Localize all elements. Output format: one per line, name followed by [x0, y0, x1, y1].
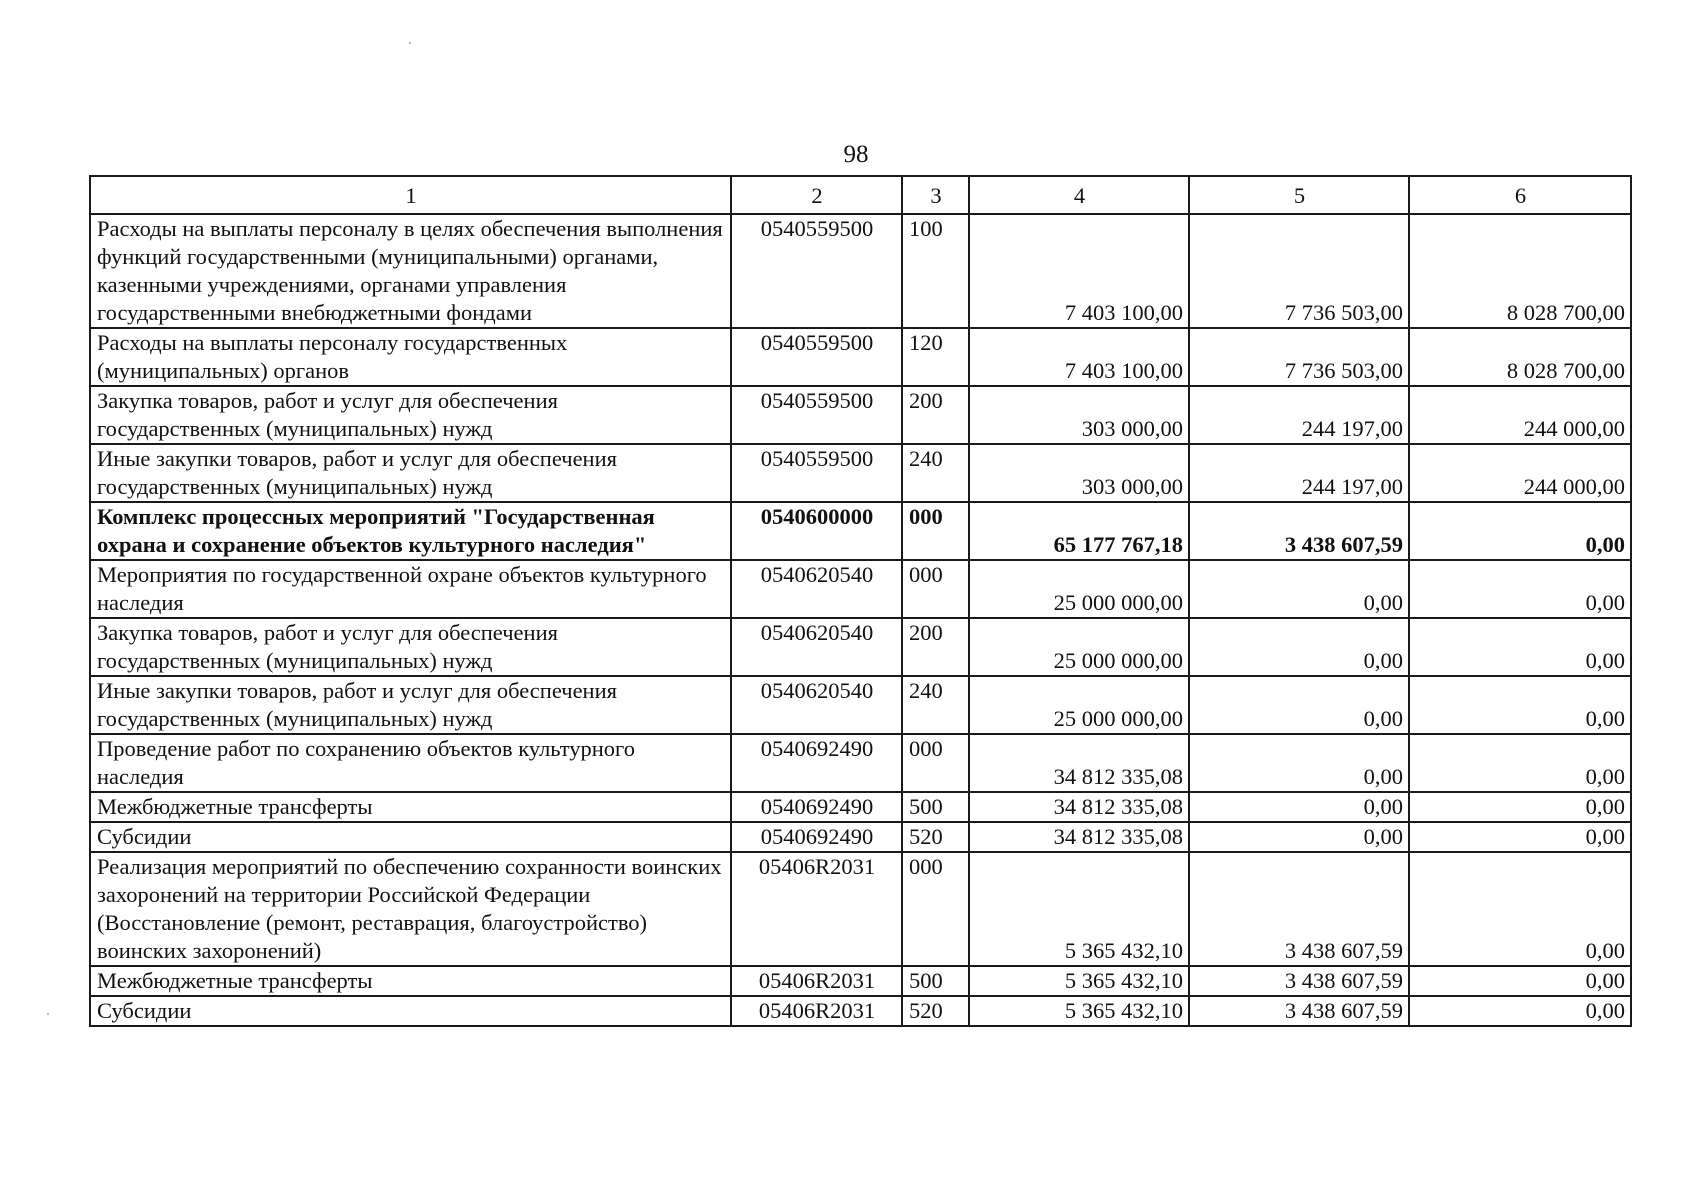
- expense-type: 200: [902, 386, 969, 444]
- amount-col4: 7 403 100,00: [969, 214, 1189, 328]
- table-row: [90, 966, 1631, 996]
- amount-col5: 0,00: [1189, 792, 1409, 822]
- amount-col4: 34 812 335,08: [969, 792, 1189, 822]
- column-header: 2: [731, 176, 902, 214]
- expense-type: 120: [902, 328, 969, 386]
- target-code: 0540692490: [731, 822, 902, 852]
- expense-type: 500: [902, 792, 969, 822]
- amount-col5: 0,00: [1189, 560, 1409, 618]
- amount-col5: 244 197,00: [1189, 444, 1409, 502]
- amount-col6: 0,00: [1409, 792, 1631, 822]
- column-header: 6: [1409, 176, 1631, 214]
- table-row: [90, 996, 1631, 1026]
- column-header: 4: [969, 176, 1189, 214]
- amount-col5: 0,00: [1189, 822, 1409, 852]
- expense-name: Межбюджетные трансферты: [90, 966, 731, 996]
- column-number-row: [90, 176, 1631, 214]
- expense-type: 000: [902, 852, 969, 966]
- amount-col6: 0,00: [1409, 676, 1631, 734]
- amount-col6: 0,00: [1409, 502, 1631, 560]
- table-row: [90, 386, 1631, 444]
- expense-name: Закупка товаров, работ и услуг для обеспечения государственных (муниципальных) нужд: [90, 386, 731, 444]
- expense-type: 520: [902, 996, 969, 1026]
- table-row: [90, 734, 1631, 792]
- amount-col4: 65 177 767,18: [969, 502, 1189, 560]
- target-code: 0540559500: [731, 386, 902, 444]
- budget-table-body: [90, 176, 1631, 1026]
- amount-col5: 7 736 503,00: [1189, 328, 1409, 386]
- expense-name: Субсидии: [90, 996, 731, 1026]
- target-code: 0540600000: [731, 502, 902, 560]
- expense-name: Проведение работ по сохранению объектов культурного наследия: [90, 734, 731, 792]
- amount-col6: 0,00: [1409, 966, 1631, 996]
- expense-type: 100: [902, 214, 969, 328]
- table-row: [90, 852, 1631, 966]
- target-code: 0540620540: [731, 618, 902, 676]
- amount-col6: 0,00: [1409, 618, 1631, 676]
- expense-name: Иные закупки товаров, работ и услуг для обеспечения государственных (муниципальных) нужд: [90, 676, 731, 734]
- amount-col4: 303 000,00: [969, 444, 1189, 502]
- expense-type: 000: [902, 502, 969, 560]
- expense-name: Межбюджетные трансферты: [90, 792, 731, 822]
- amount-col4: 34 812 335,08: [969, 822, 1189, 852]
- target-code: 05406R2031: [731, 966, 902, 996]
- scan-speck: [409, 42, 411, 44]
- amount-col4: 5 365 432,10: [969, 852, 1189, 966]
- table-row-section-total: [90, 502, 1631, 560]
- table-row: [90, 792, 1631, 822]
- target-code: 0540692490: [731, 792, 902, 822]
- expense-type: 240: [902, 676, 969, 734]
- amount-col4: 5 365 432,10: [969, 966, 1189, 996]
- amount-col4: 7 403 100,00: [969, 328, 1189, 386]
- amount-col4: 25 000 000,00: [969, 560, 1189, 618]
- amount-col5: 0,00: [1189, 618, 1409, 676]
- table-row: [90, 444, 1631, 502]
- expense-type: 200: [902, 618, 969, 676]
- amount-col4: 25 000 000,00: [969, 676, 1189, 734]
- amount-col5: 0,00: [1189, 734, 1409, 792]
- expense-type: 000: [902, 560, 969, 618]
- target-code: 05406R2031: [731, 996, 902, 1026]
- expense-type: 500: [902, 966, 969, 996]
- amount-col5: 3 438 607,59: [1189, 852, 1409, 966]
- table-row: [90, 214, 1631, 328]
- expense-name: Реализация мероприятий по обеспечению сохранности воинских захоронений на территории Российской Федерации (Восстановление (ремонт, реставрация, благоустройство) воинских захоронений): [90, 852, 731, 966]
- amount-col6: 244 000,00: [1409, 386, 1631, 444]
- amount-col5: 7 736 503,00: [1189, 214, 1409, 328]
- budget-table: [89, 175, 1632, 1027]
- target-code: 0540620540: [731, 676, 902, 734]
- amount-col6: 0,00: [1409, 734, 1631, 792]
- amount-col4: 5 365 432,10: [969, 996, 1189, 1026]
- amount-col5: 3 438 607,59: [1189, 966, 1409, 996]
- target-code: 0540559500: [731, 328, 902, 386]
- table-row: [90, 822, 1631, 852]
- expense-name: Закупка товаров, работ и услуг для обеспечения государственных (муниципальных) нужд: [90, 618, 731, 676]
- amount-col6: 0,00: [1409, 996, 1631, 1026]
- amount-col6: 8 028 700,00: [1409, 214, 1631, 328]
- table-row: [90, 676, 1631, 734]
- target-code: 0540620540: [731, 560, 902, 618]
- target-code: 05406R2031: [731, 852, 902, 966]
- column-header: 1: [90, 176, 731, 214]
- amount-col5: 3 438 607,59: [1189, 996, 1409, 1026]
- expense-name: Мероприятия по государственной охране объектов культурного наследия: [90, 560, 731, 618]
- amount-col4: 303 000,00: [969, 386, 1189, 444]
- target-code: 0540559500: [731, 214, 902, 328]
- expense-type: 240: [902, 444, 969, 502]
- expense-name: Иные закупки товаров, работ и услуг для обеспечения государственных (муниципальных) нужд: [90, 444, 731, 502]
- amount-col5: 3 438 607,59: [1189, 502, 1409, 560]
- expense-name: Комплекс процессных мероприятий "Государственная охрана и сохранение объектов культурного наследия": [90, 502, 731, 560]
- amount-col6: 8 028 700,00: [1409, 328, 1631, 386]
- target-code: 0540692490: [731, 734, 902, 792]
- amount-col5: 244 197,00: [1189, 386, 1409, 444]
- amount-col4: 25 000 000,00: [969, 618, 1189, 676]
- column-header: 5: [1189, 176, 1409, 214]
- amount-col6: 244 000,00: [1409, 444, 1631, 502]
- table-row: [90, 560, 1631, 618]
- table-row: [90, 618, 1631, 676]
- amount-col4: 34 812 335,08: [969, 734, 1189, 792]
- amount-col6: 0,00: [1409, 852, 1631, 966]
- expense-name: Субсидии: [90, 822, 731, 852]
- target-code: 0540559500: [731, 444, 902, 502]
- expense-name: Расходы на выплаты персоналу государственных (муниципальных) органов: [90, 328, 731, 386]
- table-row: [90, 328, 1631, 386]
- amount-col6: 0,00: [1409, 560, 1631, 618]
- column-header: 3: [902, 176, 969, 214]
- expense-name: Расходы на выплаты персоналу в целях обеспечения выполнения функций государственными (муниципальными) органами, казенными учреждениями, органами управления государственными внебюджетными фондами: [90, 214, 731, 328]
- expense-type: 000: [902, 734, 969, 792]
- amount-col5: 0,00: [1189, 676, 1409, 734]
- scan-speck: [47, 1013, 49, 1015]
- expense-type: 520: [902, 822, 969, 852]
- amount-col6: 0,00: [1409, 822, 1631, 852]
- page-number: 98: [843, 141, 869, 168]
